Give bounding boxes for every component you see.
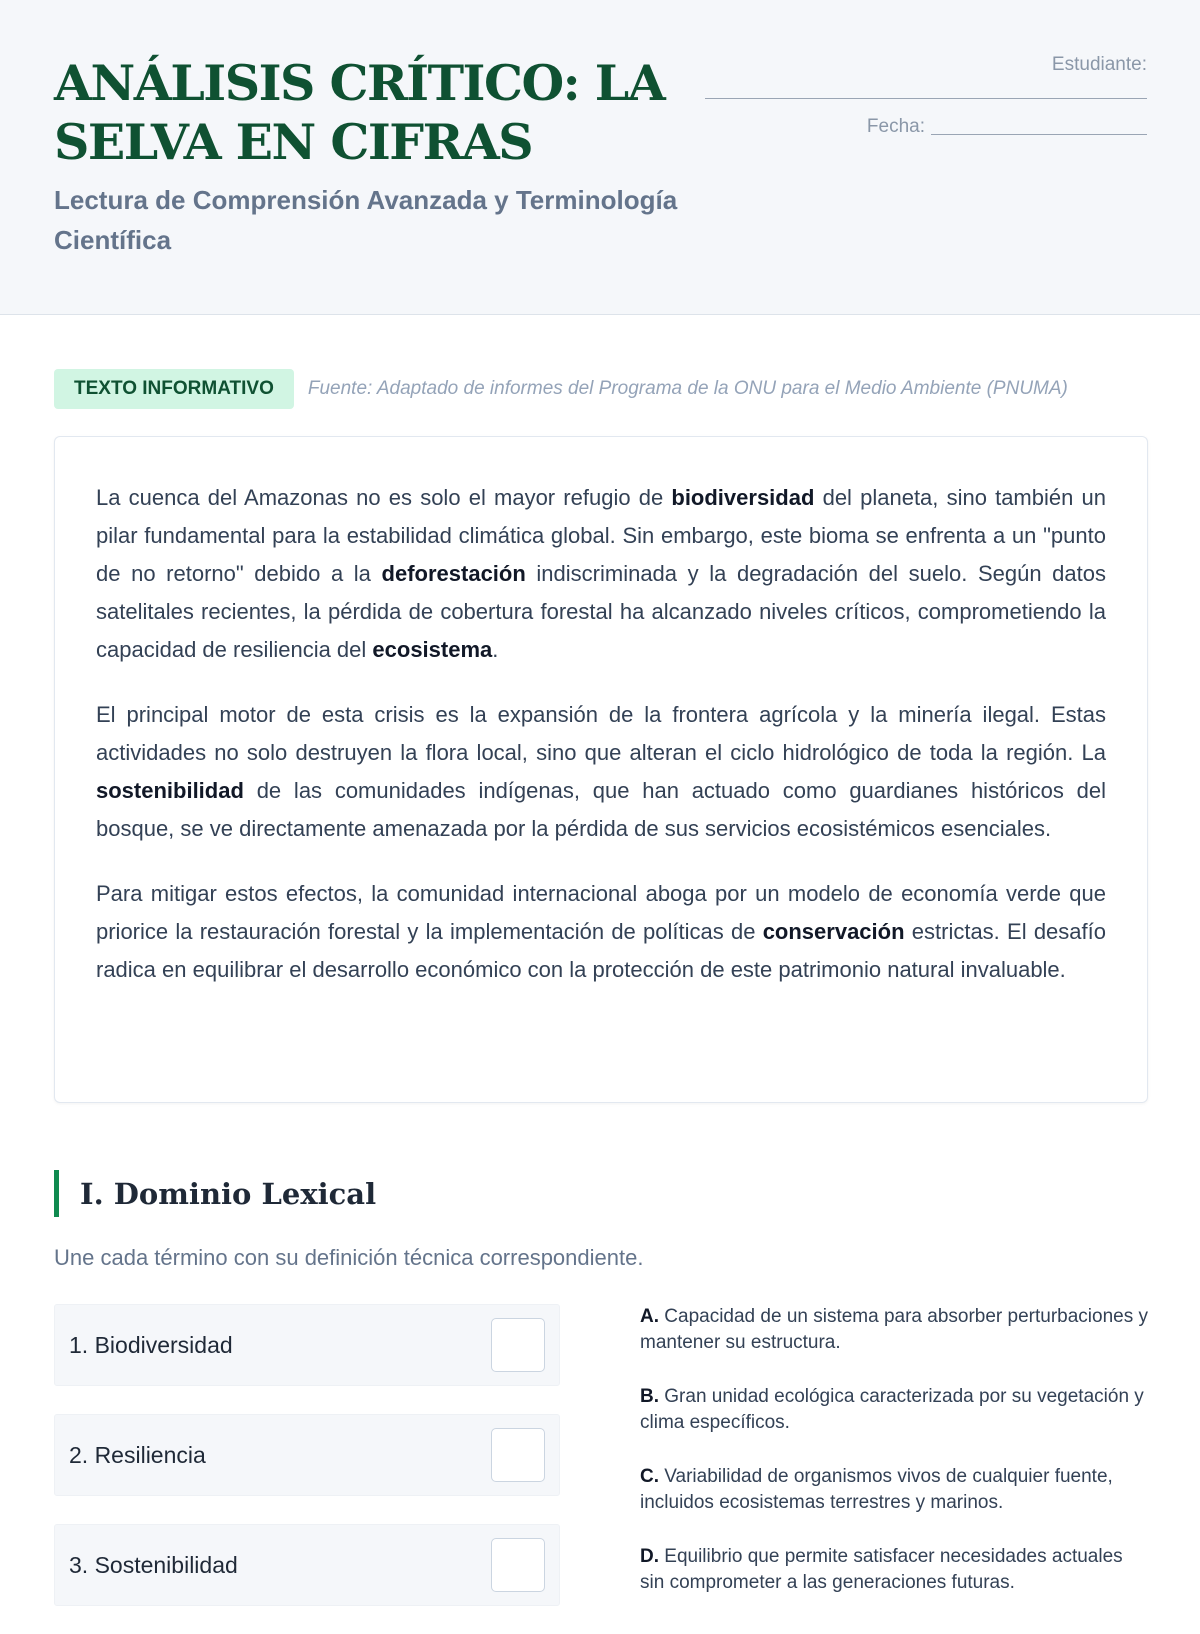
definition-item [640, 1544, 1150, 1596]
term-item [54, 1524, 560, 1606]
definition-text: Variabilidad de organismos vivos de cualquier fuente, incluidos ecosistemas terrestres y marinos. [640, 1466, 1113, 1513]
definition-list [640, 1304, 1150, 1624]
definition-item [640, 1304, 1150, 1356]
date-label: Fecha: [866, 116, 925, 137]
definition-item [640, 1384, 1150, 1436]
answer-box[interactable] [491, 1538, 545, 1592]
text-run: del planeta, sino también un pilar fundamental para la estabilidad climática global. Sin embargo, este bioma se enfrenta a un "punto de no retorno" debido a la [96, 485, 1106, 586]
key-term: deforestación [381, 561, 526, 586]
term-list [54, 1304, 560, 1634]
section-title: I. Dominio Lexical [54, 1170, 376, 1217]
text-run: de las comunidades indígenas, que han actuado como guardianes históricos del bosque, se ve directamente amenazada por la pérdida de sus servicios ecosistémicos esenciales. [96, 778, 1106, 841]
term-item [54, 1414, 560, 1496]
text-meta [54, 369, 1148, 409]
paragraph-1 [96, 479, 1106, 669]
source-citation: Fuente: Adaptado de informes del Programa de la ONU para el Medio Ambiente (PNUMA) [307, 378, 1068, 399]
term-label: 3. Sostenibilidad [69, 1551, 238, 1578]
term-label: 2. Resiliencia [69, 1441, 206, 1468]
key-term: biodiversidad [671, 485, 815, 510]
definition-letter: C. [640, 1466, 659, 1487]
text-run: estrictas. El desafío radica en equilibrar el desarrollo económico con la protección de este patrimonio natural invaluable. [96, 919, 1106, 982]
text-run: El principal motor de esta crisis es la expansión de la frontera agrícola y la minería ilegal. Estas actividades no solo destruyen la flora local, sino que alteran el ciclo hidrológico de toda la región. La [96, 702, 1106, 765]
text-run: Para mitigar estos efectos, la comunidad internacional aboga por un modelo de economía verde que priorice la restauración forestal y la implementación de políticas de [96, 881, 1106, 944]
answer-box[interactable] [491, 1318, 545, 1372]
section-instructions: Une cada término con su definición técnica correspondiente. [54, 1245, 644, 1270]
reading-passage [54, 436, 1148, 1103]
definition-letter: B. [640, 1386, 659, 1407]
definition-text: Gran unidad ecológica caracterizada por su vegetación y clima específicos. [640, 1386, 1144, 1433]
term-label: 1. Biodiversidad [69, 1331, 233, 1358]
definition-text: Capacidad de un sistema para absorber perturbaciones y mantener su estructura. [640, 1306, 1149, 1353]
key-term: ecosistema [372, 637, 493, 662]
paragraph-3 [96, 875, 1106, 989]
term-item [54, 1304, 560, 1386]
answer-box[interactable] [491, 1428, 545, 1482]
text-run: . [492, 637, 499, 662]
student-name-field[interactable] [705, 98, 1147, 99]
text-run: indiscriminada y la degradación del suelo. Según datos satelitales recientes, la pérdida de cobertura forestal ha alcanzado niveles críticos, comprometiendo la capacidad de resiliencia del [96, 561, 1106, 662]
page-subtitle: Lectura de Comprensión Avanzada y Terminología Científica [54, 185, 678, 255]
student-label: Estudiante: [1051, 54, 1147, 75]
date-row [867, 114, 1147, 138]
definition-letter: D. [640, 1546, 659, 1567]
text-run: La cuenca del Amazonas no es solo el mayor refugio de [96, 485, 672, 510]
key-term: sostenibilidad [96, 778, 244, 803]
key-term: conservación [762, 919, 905, 944]
worksheet-header [0, 0, 1200, 315]
date-field[interactable] [931, 134, 1147, 135]
definition-text: Equilibrio que permite satisfacer necesidades actuales sin comprometer a las generaciones futuras. [640, 1546, 1123, 1593]
definition-letter: A. [640, 1306, 659, 1327]
paragraph-2 [96, 696, 1106, 848]
page-title: ANÁLISIS CRÍTICO: LA SELVA EN CIFRAS [54, 54, 665, 171]
definition-item [640, 1464, 1150, 1516]
text-type-badge: TEXTO INFORMATIVO [54, 369, 294, 409]
